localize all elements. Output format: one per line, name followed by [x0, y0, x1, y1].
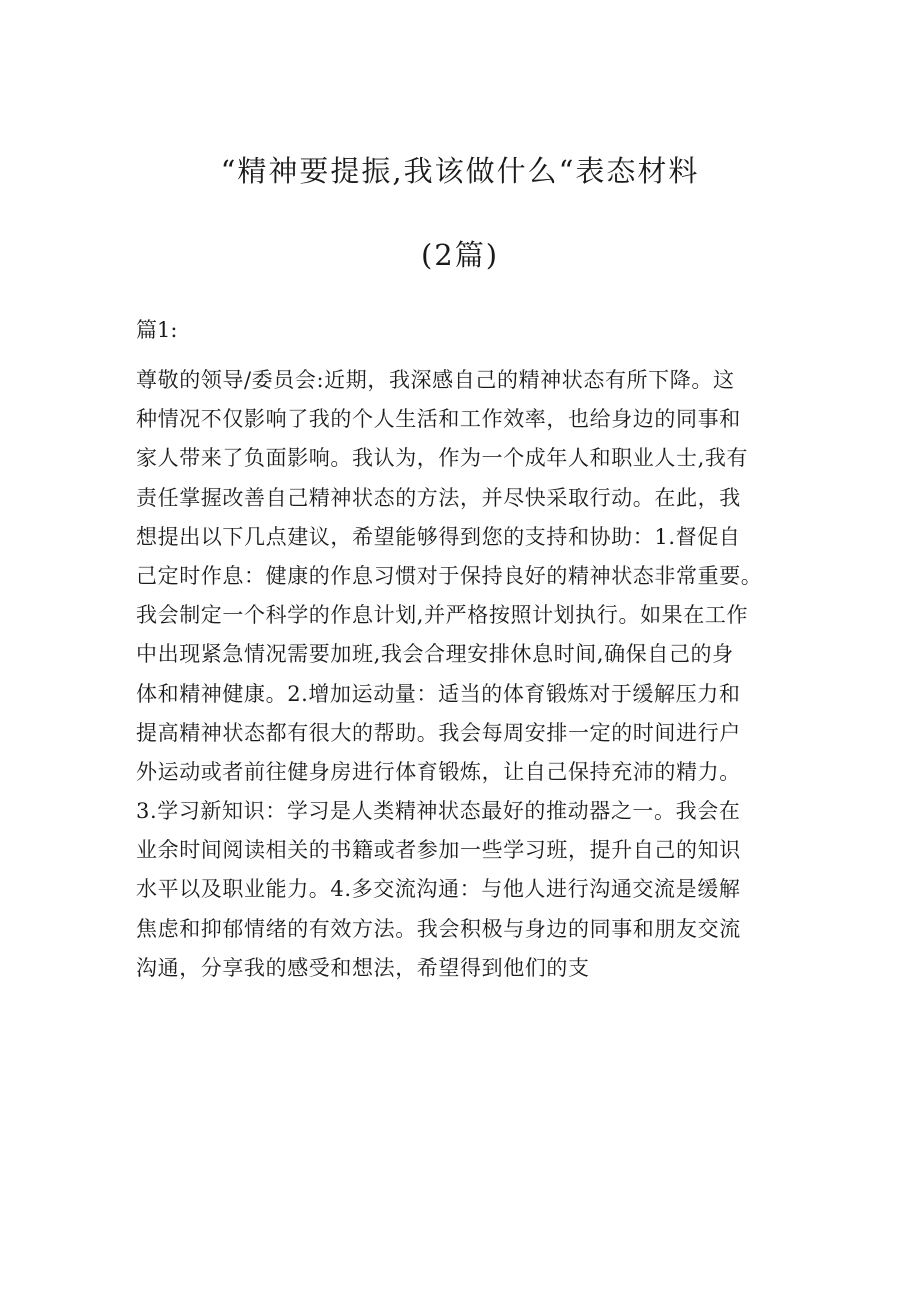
body-line: 想提出以下几点建议，希望能够得到您的支持和协助：1.督促自 [136, 524, 741, 549]
body-line: 种情况不仅影响了我的个人生活和工作效率，也给身边的同事和 [136, 407, 741, 432]
body-line: 体和精神健康。2.增加运动量：适当的体育锻炼对于缓解压力和 [136, 681, 741, 706]
document-subtitle: (2篇) [420, 238, 500, 272]
body-line: 责任掌握改善自己精神状态的方法，并尽快采取行动。在此，我 [136, 485, 741, 510]
document-title: “精神要提振,我该做什么“表态材料 [220, 154, 700, 188]
body-line: 3.学习新知识：学习是人类精神状态最好的推动器之一。我会在 [136, 799, 741, 824]
body-line: 水平以及职业能力。4.多交流沟通：与他人进行沟通交流是缓解 [136, 877, 741, 902]
body-line: 外运动或者前往健身房进行体育锻炼，让自己保持充沛的精力。 [136, 759, 741, 784]
body-line: 我会制定一个科学的作息计划,并严格按照计划执行。如果在工作 [136, 603, 749, 628]
body-line: 尊敬的领导/委员会:近期，我深感自己的精神状态有所下降。这 [136, 368, 735, 392]
body-line: 业余时间阅读相关的书籍或者参加一些学习班，提升自己的知识 [136, 838, 741, 863]
body-line: 中出现紧急情况需要加班,我会合理安排休息时间,确保自己的身 [136, 642, 734, 667]
body-line: 沟通，分享我的感受和想法，希望得到他们的支 [136, 955, 590, 980]
body-line: 提高精神状态都有很大的帮助。我会每周安排一定的时间进行户 [136, 720, 741, 745]
section-label: 篇1: [136, 318, 178, 342]
body-text [136, 361, 816, 988]
body-line: 家人带来了负面影响。我认为，作为一个成年人和职业人士,我有 [136, 446, 749, 471]
body-line: 焦虑和抑郁情绪的有效方法。我会积极与身边的同事和朋友交流 [136, 916, 741, 941]
body-line: 己定时作息：健康的作息习惯对于保持良好的精神状态非常重要。 [136, 563, 763, 588]
